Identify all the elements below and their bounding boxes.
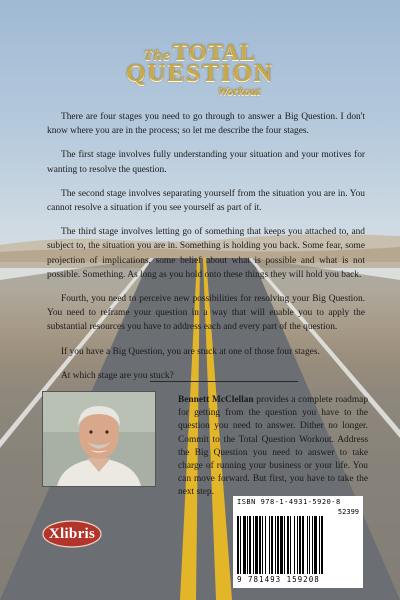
- barcode-bar: [265, 516, 266, 574]
- publisher-logo: [42, 520, 102, 548]
- blurb-paragraph: The third stage involves letting go of something that keeps you attached to, and subject to, the situation you are in. Something is holding you back. Some fear, some projection of implications, some belief about what is possible and what is not possible. Something. As long as you hold onto these things they will hold you back.: [47, 227, 365, 280]
- barcode-bar: [297, 516, 298, 574]
- barcode-bar: [307, 516, 308, 574]
- barcode-bar: [302, 516, 304, 574]
- author-bio-text: provides a complete roadmap for getting from the question you have to the question you need to answer. Dither no longer. Commit to the Total Question Workout. Address the Big Question you need to answer to take charge of running your business or your life. You can move forward. But first, you have to take the next step.: [178, 395, 369, 498]
- barcode-bar: [253, 516, 254, 574]
- barcode-bar: [249, 516, 251, 574]
- author-name: Bennett McClellan: [178, 395, 254, 405]
- author-photo: [42, 391, 156, 487]
- book-title: [0, 40, 400, 99]
- barcode-bar: [275, 516, 276, 574]
- publisher-name: Xlibris: [48, 526, 96, 542]
- barcode-bar: [299, 516, 301, 574]
- barcode-digits: 9 781493 159208: [237, 575, 320, 584]
- title-line-question: QUESTION: [126, 60, 274, 87]
- barcode-bar: [290, 516, 291, 574]
- blurb-paragraph: The first stage involves fully understanding your situation and your motives for wanting to resolve the question.: [47, 150, 365, 175]
- barcode-bar: [277, 516, 279, 574]
- barcode-bar: [321, 516, 323, 574]
- barcode-bar: [255, 516, 258, 574]
- isbn-barcode: [233, 496, 363, 588]
- barcode-bar: [294, 516, 295, 574]
- blurb-paragraph: If you have a Big Question, you are stuck at one of those four stages.: [61, 346, 320, 357]
- author-bio: [178, 394, 368, 500]
- barcode-bar: [284, 516, 285, 574]
- barcode-bar: [312, 516, 313, 574]
- barcode-bar: [287, 516, 289, 574]
- blurb-text: [47, 110, 365, 393]
- barcode-bar: [259, 516, 261, 574]
- barcode-bar: [240, 516, 241, 574]
- price-code: 52399: [337, 508, 359, 516]
- barcode-bar: [309, 516, 310, 574]
- barcode-bar: [247, 516, 248, 574]
- barcode-bar: [271, 516, 273, 574]
- blurb-paragraph: Fourth, you need to perceive new possibilities for resolving your Big Question. You need to reframe your question in a way that will enable you to apply the substantial resources you have to address each and every part of the question.: [47, 294, 365, 333]
- divider-rule: [150, 381, 298, 382]
- barcode-bar: [269, 516, 270, 574]
- barcode-bar: [243, 516, 246, 574]
- barcode-bar: [280, 516, 283, 574]
- isbn-number: ISBN 978-1-4931-5920-8: [237, 498, 341, 506]
- blurb-paragraph: At which stage are you stuck?: [61, 370, 174, 381]
- barcode-bar: [319, 516, 320, 574]
- barcode-bars: [237, 516, 359, 574]
- barcode-bar: [314, 516, 317, 574]
- title-line-total: TheTOTAL: [143, 40, 257, 65]
- blurb-paragraph: There are four stages you need to go through to answer a Big Question. I don't know where you are in the process; so let me describe the four stages.: [47, 112, 365, 137]
- title-line-workout: Workout: [217, 84, 261, 98]
- barcode-bar: [262, 516, 263, 574]
- blurb-paragraph: The second stage involves separating yourself from the situation you are in. You cannot resolve a situation if you see yourself as part of it.: [47, 188, 365, 214]
- barcode-bar: [237, 516, 239, 574]
